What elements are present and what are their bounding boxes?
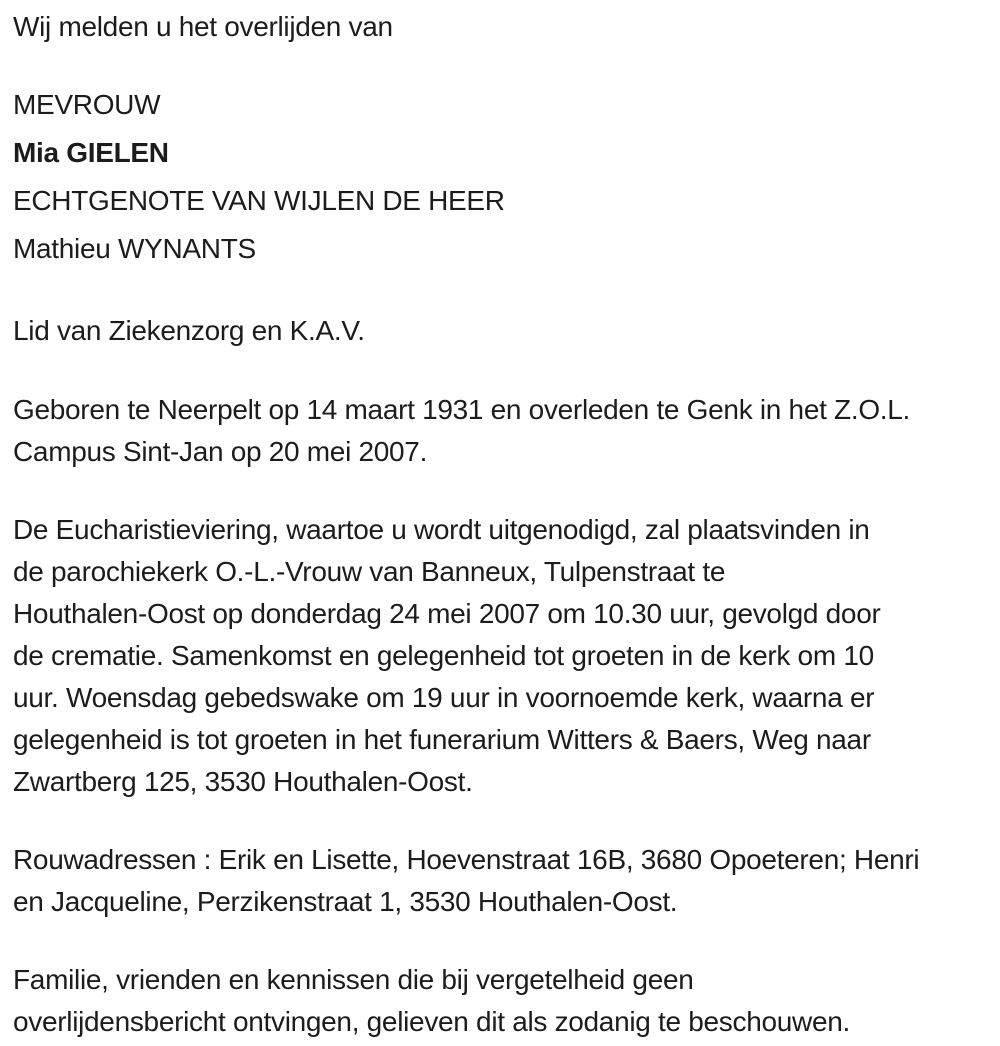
text-line: Zwartberg 125, 3530 Houthalen-Oost. (13, 766, 473, 797)
intro-line: Wij melden u het overlijden van (13, 11, 393, 42)
deceased-relation: ECHTGENOTE VAN WIJLEN DE HEER (13, 185, 505, 216)
spouse-name: Mathieu WYNANTS (13, 233, 256, 264)
text-line: gelegenheid is tot groeten in het funerarium Witters & Baers, Weg naar (13, 724, 871, 755)
text-line: de crematie. Samenkomst en gelegenheid tot groeten in de kerk om 10 (13, 640, 874, 671)
text-line: overlijdensbericht ontvingen, gelieven dit als zodanig te beschouwen. (13, 1006, 850, 1037)
text-line: Rouwadressen : Erik en Lisette, Hoevenstraat 16B, 3680 Opoeteren; Henri (13, 844, 920, 875)
deceased-title: MEVROUW (13, 89, 161, 120)
ceremony-paragraph (13, 509, 1000, 803)
text-line: Familie, vrienden en kennissen die bij vergetelheid geen (13, 964, 694, 995)
text-line: de parochiekerk O.-L.-Vrouw van Banneux, Tulpenstraat te (13, 556, 726, 587)
text-line: en Jacqueline, Perzikenstraat 1, 3530 Houthalen-Oost. (13, 886, 678, 917)
text-line: Geboren te Neerpelt op 14 maart 1931 en overleden te Genk in het Z.O.L. (13, 394, 911, 425)
deceased-name: Mia GIELEN (13, 137, 169, 168)
text-line: uur. Woensdag gebedswake om 19 uur in voornoemde kerk, waarna er (13, 682, 875, 713)
text-line: De Eucharistieviering, waartoe u wordt uitgenodigd, zal plaatsvinden in (13, 514, 870, 545)
deceased-block (13, 81, 1000, 273)
birth-death-paragraph (13, 389, 1000, 473)
text-line: Houthalen-Oost op donderdag 24 mei 2007 om 10.30 uur, gevolgd door (13, 598, 881, 629)
membership-line: Lid van Ziekenzorg en K.A.V. (13, 315, 365, 346)
text-line: Campus Sint-Jan op 20 mei 2007. (13, 436, 428, 467)
closing-paragraph (13, 959, 1000, 1043)
mourning-addresses-paragraph (13, 839, 1000, 923)
